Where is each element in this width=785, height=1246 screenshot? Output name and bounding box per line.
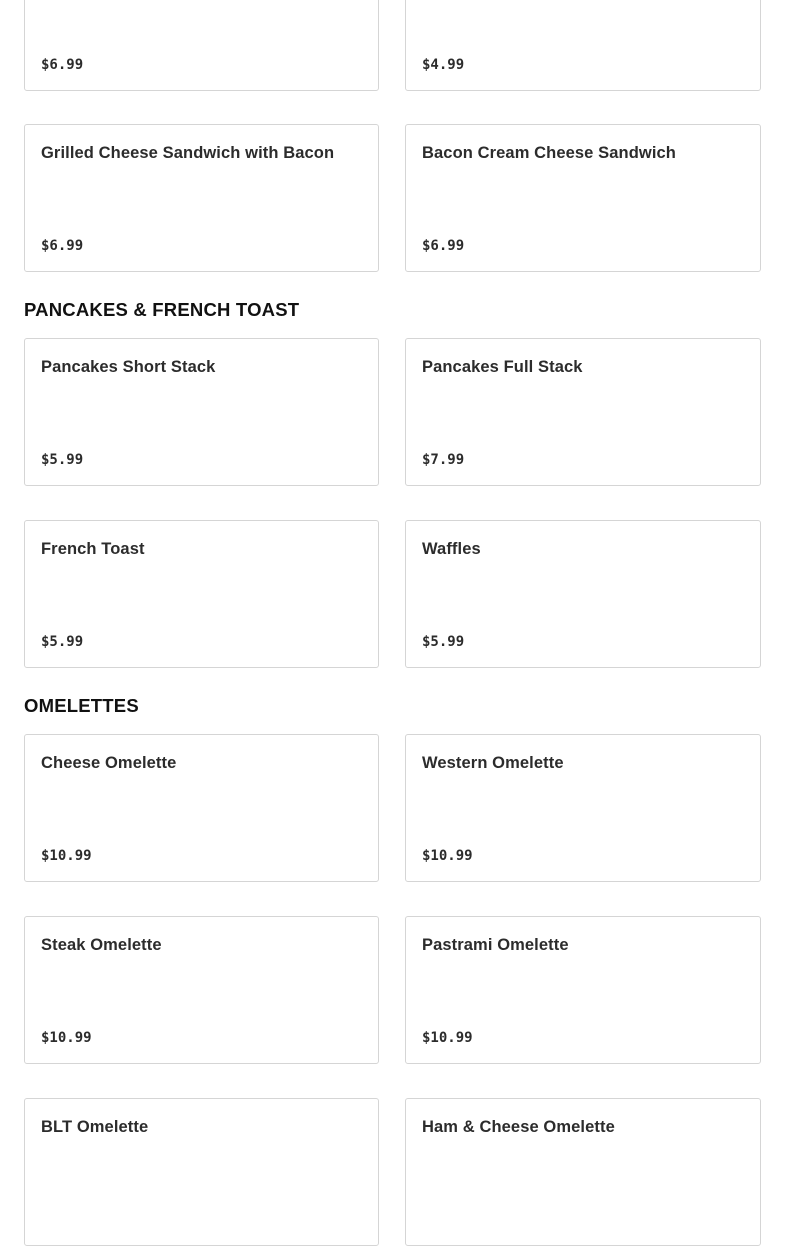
menu-item-price: $5.99 — [422, 634, 465, 650]
menu-item-price: $4.99 — [422, 57, 465, 73]
menu-item-price: $10.99 — [422, 848, 473, 864]
menu-item-name: Pastrami Omelette — [422, 936, 569, 954]
menu-item-price: $5.99 — [41, 452, 84, 468]
menu-item-name: Bacon Cream Cheese Sandwich — [422, 144, 676, 162]
menu-item-card[interactable] — [405, 1098, 761, 1246]
menu-item-price: $7.99 — [422, 452, 465, 468]
menu-item-name: French Toast — [41, 540, 145, 558]
menu-item-price: $10.99 — [41, 848, 92, 864]
menu-item-card[interactable] — [24, 338, 379, 486]
menu-item-card[interactable] — [405, 124, 761, 272]
menu-item-card[interactable] — [24, 0, 379, 91]
menu-item-card[interactable] — [405, 520, 761, 668]
menu-item-name: BLT Omelette — [41, 1118, 149, 1136]
menu-item-price: $10.99 — [41, 1030, 92, 1046]
menu-item-price: $6.99 — [422, 238, 465, 254]
menu-item-name: Cheese Omelette — [41, 754, 177, 772]
menu-item-name: Steak Omelette — [41, 936, 162, 954]
menu-item-price: $5.99 — [41, 634, 84, 650]
menu-item-card[interactable] — [405, 916, 761, 1064]
menu-item-name: Western Omelette — [422, 754, 564, 772]
menu-item-name: Pancakes Short Stack — [41, 358, 216, 376]
menu-item-name: Waffles — [422, 540, 481, 558]
menu-item-card[interactable] — [24, 520, 379, 668]
menu-item-price: $6.99 — [41, 57, 84, 73]
menu-item-name: Grilled Cheese Sandwich with Bacon — [41, 144, 335, 162]
menu-item-name: Ham & Cheese Omelette — [422, 1118, 615, 1136]
menu-item-card[interactable] — [405, 734, 761, 882]
section-title-omelettes: OMELETTES — [24, 695, 139, 716]
menu-item-price: $6.99 — [41, 238, 84, 254]
menu-item-card[interactable] — [405, 338, 761, 486]
menu-item-card[interactable] — [24, 1098, 379, 1246]
menu-item-name: Pancakes Full Stack — [422, 358, 583, 376]
section-title-pancakes: PANCAKES & FRENCH TOAST — [24, 299, 300, 320]
menu-item-card[interactable] — [24, 734, 379, 882]
menu-item-card[interactable] — [24, 916, 379, 1064]
menu-item-card[interactable] — [405, 0, 761, 91]
menu-item-price: $10.99 — [422, 1030, 473, 1046]
menu-item-card[interactable] — [24, 124, 379, 272]
